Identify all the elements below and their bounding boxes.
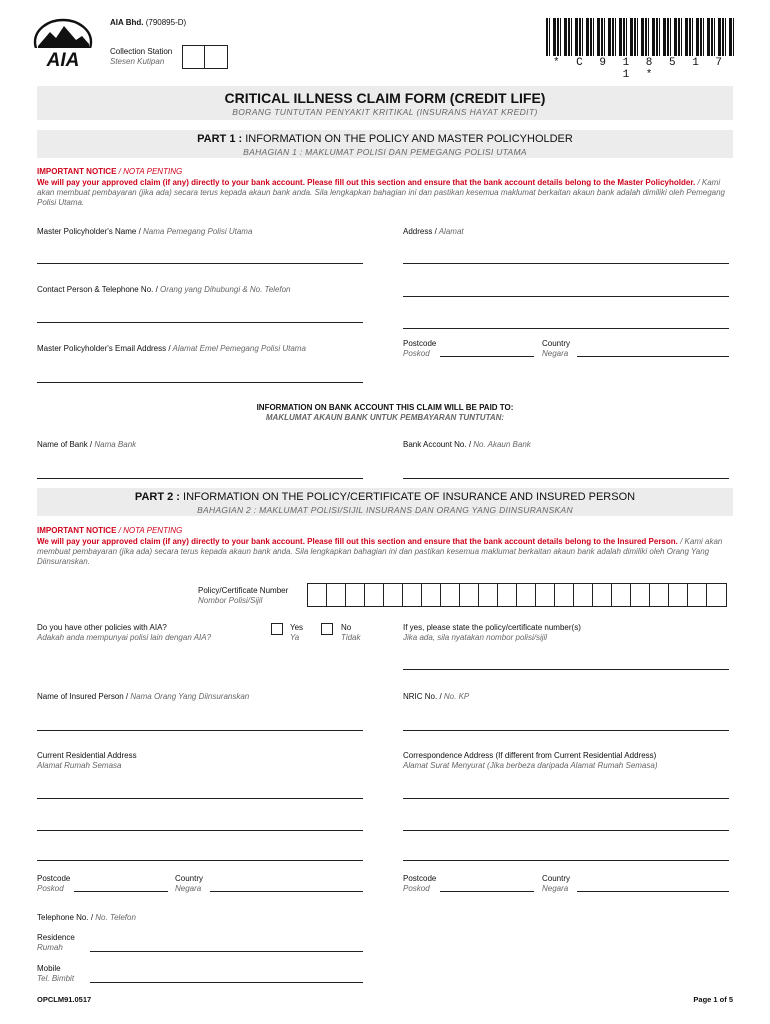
part1-notice-body: We will pay your approved claim (if any) directly to your bank account. Please fill out this section and ensure that the bank account details belong to the Master Policyholder. / Kami akan membuat pembayaran (jika ada) secara terus kepada akaun bank anda. Sila lengkapkan bahagian ini dan pastikan kesemua maklumat berkaitan akaun bank adalah dimiliki oleh Pemegang Polisi Utama. bbox=[37, 178, 725, 207]
nric-field[interactable] bbox=[403, 730, 729, 731]
policy-no-field[interactable] bbox=[307, 583, 727, 607]
telephone-label: Telephone No. / No. Telefon bbox=[37, 913, 136, 922]
other-policy-numbers-field[interactable] bbox=[403, 669, 729, 670]
collection-station-label-my: Stesen Kutipan bbox=[110, 57, 165, 66]
insured-name-field[interactable] bbox=[37, 730, 363, 731]
policy-no-label-my: Nombor Polisi/Sijil bbox=[198, 596, 263, 605]
part2-notice-title: IMPORTANT NOTICE / NOTA PENTING bbox=[37, 526, 183, 535]
corr-addr-field-1[interactable] bbox=[403, 798, 729, 799]
yes-label: Yes bbox=[290, 623, 304, 632]
email-label: Master Policyholder's Email Address / Alamat Emel Pemegang Polisi Utama bbox=[37, 344, 306, 353]
mph-name-field[interactable] bbox=[37, 263, 363, 264]
no-label-my: Tidak bbox=[341, 633, 361, 642]
corr-addr-label-my: Alamat Surat Menyurat (Jika berbeza daripada Alamat Rumah Semasa) bbox=[403, 761, 658, 770]
mobile-label: Mobile bbox=[37, 964, 61, 973]
p1-country-label-my: Negara bbox=[542, 349, 569, 358]
yes-label-my: Ya bbox=[290, 633, 300, 642]
other-policies-label: Do you have other policies with AIA? bbox=[37, 623, 167, 632]
bank-info-heading: INFORMATION ON BANK ACCOUNT THIS CLAIM WILL BE PAID TO: bbox=[256, 403, 514, 412]
other-policies-label-my: Adakah anda mempunyai polisi lain dengan AIA? bbox=[37, 633, 212, 642]
address-field-2[interactable] bbox=[403, 296, 729, 297]
corr-country-field[interactable] bbox=[577, 891, 729, 892]
res-postcode-label-my: Poskod bbox=[37, 884, 64, 893]
form-subtitle: BORANG TUNTUTAN PENYAKIT KRITIKAL (INSURANS HAYAT KREDIT) bbox=[232, 107, 538, 117]
barcode-text: * C 9 1 8 5 1 7 1 * bbox=[552, 57, 728, 81]
no-label: No bbox=[341, 623, 352, 632]
residence-label-my: Rumah bbox=[37, 943, 63, 952]
res-addr-label: Current Residential Address bbox=[37, 751, 137, 760]
policy-no-label: Policy/Certificate Number bbox=[198, 586, 289, 595]
barcode bbox=[546, 18, 734, 56]
corr-addr-field-2[interactable] bbox=[403, 830, 729, 831]
insured-name-label: Name of Insured Person / Nama Orang Yang Diinsuranskan bbox=[37, 692, 250, 701]
bank-acc-field[interactable] bbox=[403, 478, 729, 479]
address-field-3[interactable] bbox=[403, 328, 729, 329]
contact-field[interactable] bbox=[37, 322, 363, 323]
address-field-1[interactable] bbox=[403, 263, 729, 264]
bank-name-field[interactable] bbox=[37, 478, 363, 479]
res-addr-label-my: Alamat Rumah Semasa bbox=[37, 761, 122, 770]
company-name: AIA Bhd. (790895-D) bbox=[110, 18, 187, 27]
corr-country-label-my: Negara bbox=[542, 884, 569, 893]
no-checkbox[interactable] bbox=[321, 623, 333, 635]
part2-heading-my: BAHAGIAN 2 : MAKLUMAT POLISI/SIJIL INSURANS DAN ORANG YANG DIINSURANSKAN bbox=[197, 505, 573, 515]
res-country-label-my: Negara bbox=[175, 884, 202, 893]
p1-country-field[interactable] bbox=[577, 356, 729, 357]
ifyes-label: If yes, please state the policy/certificate number(s) bbox=[403, 623, 581, 632]
mobile-phone-field[interactable] bbox=[90, 982, 363, 983]
form-code: OPCLM91.0517 bbox=[37, 995, 92, 1004]
email-field[interactable] bbox=[37, 382, 363, 383]
part2-notice-body: We will pay your approved claim (if any) directly to your bank account. Please fill out this section and ensure that the bank account details belong to the Insured Person. / Kami akan membuat pembayaran (jika ada) secara terus kepada akaun bank anda. Sila lengkapkan bahagian ini dan pastikan kesemua maklumat berkaitan akaun bank adalah dimiliki oleh Orang Yang Diinsuranskan. bbox=[37, 537, 723, 566]
part2-heading: PART 2 : INFORMATION ON THE POLICY/CERTIFICATE OF INSURANCE AND INSURED PERSON bbox=[134, 491, 636, 503]
res-postcode-label: Postcode bbox=[37, 874, 71, 883]
res-addr-field-1[interactable] bbox=[37, 798, 363, 799]
yes-checkbox[interactable] bbox=[271, 623, 283, 635]
part1-heading: PART 1 : INFORMATION ON THE POLICY AND MASTER POLICYHOLDER bbox=[197, 133, 573, 145]
corr-postcode-field[interactable] bbox=[440, 891, 534, 892]
part1-heading-my: BAHAGIAN 1 : MAKLUMAT POLISI DAN PEMEGANG POLISI UTAMA bbox=[243, 147, 527, 157]
p1-country-label: Country bbox=[542, 339, 571, 348]
corr-country-label: Country bbox=[542, 874, 571, 883]
collection-station-label: Collection Station bbox=[110, 47, 173, 56]
ifyes-label-my: Jika ada, sila nyatakan nombor polisi/sijil bbox=[403, 633, 548, 642]
residence-label: Residence bbox=[37, 933, 75, 942]
collection-station-box[interactable] bbox=[182, 45, 228, 69]
p1-postcode-field[interactable] bbox=[440, 356, 534, 357]
bank-name-label: Name of Bank / Nama Bank bbox=[37, 440, 137, 449]
p1-postcode-label-my: Poskod bbox=[403, 349, 430, 358]
contact-label: Contact Person & Telephone No. / Orang yang Dihubungi & No. Telefon bbox=[37, 285, 291, 294]
aia-logo bbox=[32, 18, 94, 70]
page-number: Page 1 of 5 bbox=[693, 995, 733, 1004]
res-postcode-field[interactable] bbox=[74, 891, 168, 892]
bank-info-heading-my: MAKLUMAT AKAUN BANK UNTUK PEMBAYARAN TUNTUTAN: bbox=[265, 413, 505, 422]
corr-addr-field-3[interactable] bbox=[403, 860, 729, 861]
p1-postcode-label: Postcode bbox=[403, 339, 437, 348]
corr-postcode-label: Postcode bbox=[403, 874, 437, 883]
form-title: CRITICAL ILLNESS CLAIM FORM (CREDIT LIFE) bbox=[224, 90, 546, 106]
residence-phone-field[interactable] bbox=[90, 951, 363, 952]
nric-label: NRIC No. / No. KP bbox=[403, 692, 470, 701]
res-country-label: Country bbox=[175, 874, 204, 883]
corr-addr-label: Correspondence Address (If different from Current Residential Address) bbox=[403, 751, 657, 760]
svg-text:AIA: AIA bbox=[46, 50, 80, 70]
mph-name-label: Master Policyholder's Name / Nama Pemegang Polisi Utama bbox=[37, 227, 253, 236]
address-label: Address / Alamat bbox=[403, 227, 464, 236]
part1-notice-title: IMPORTANT NOTICE / NOTA PENTING bbox=[37, 167, 183, 176]
corr-postcode-label-my: Poskod bbox=[403, 884, 430, 893]
mobile-label-my: Tel. Bimbit bbox=[37, 974, 75, 983]
res-addr-field-2[interactable] bbox=[37, 830, 363, 831]
res-addr-field-3[interactable] bbox=[37, 860, 363, 861]
res-country-field[interactable] bbox=[210, 891, 363, 892]
bank-acc-label: Bank Account No. / No. Akaun Bank bbox=[403, 440, 531, 449]
